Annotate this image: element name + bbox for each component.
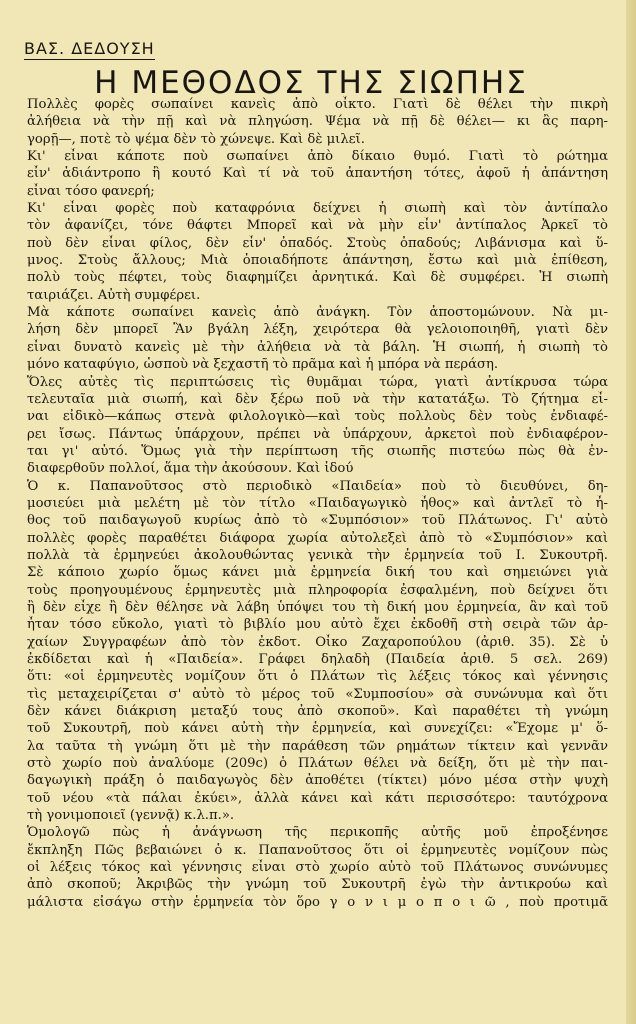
text-line: λα ταῦτα τὴ γνώμη ὅτι μὲ τὴν παράθεση τῶν ρημάτων τίκτειν καὶ γεννᾶν [27,738,608,754]
text-line: τὸν ἀφανίζει, τόνε θάφτει Μπορεῖ καὶ νὰ μὴν εἶν' ἀντίπαλος Ἀρκεῖ τὸ [27,218,608,234]
text-line: ναι εἰδικὸ—κάπως στενὰ φιλολογικὸ—καὶ τοὺς πολλοὺς δὲν τοὺς ἐνδιαφέ- [27,409,608,425]
text-line: ὅτι: «οἱ ἑρμηνευτὲς νομίζουν ὅτι ὁ Πλάτων τὶς λέξεις τόκος καὶ γέννησις [27,669,608,685]
text-line: πολλὲς φορὲς παραθέτει διάφορα χωρία αὐτολεξεὶ ἀπὸ τὸ «Συμπόσιον» καὶ [27,530,608,546]
text-line: δὲν κάνει διάκριση μεταξύ τους ἀπὸ σκοποῦ». Καὶ παραθέτει τὴ γνώμη [27,704,608,720]
text-line: δαγωγικὴ πράξη ὁ παιδαγωγὸς δὲν ἀποθέτει (τίκτει) μόνο μέσα στὴν ψυχὴ [27,773,608,789]
article-body [27,96,608,911]
text-line: ται γι' αὐτό. Ὅμως γιὰ τὴν περίπτωση τῆς σιωπῆς πιστεύω πὼς θὰ ἐν- [27,443,608,459]
text-line: τὴ γονιμοποιεῖ (γεννᾷ) κ.λ.π.». [27,808,235,824]
text-line: μάλιστα εἰσάγω στὴν ἑρμηνεία τὸν ὅρο γ ο ν ι μ ο π ο ι ῶ , ποὺ προτιμᾶ [27,894,608,910]
article-title: Η ΜΕΘΟΔΟΣ ΤΗΣ ΣΙΩΠΗΣ [94,65,528,101]
text-line: μόνο καταφύγιο, ὡσποὺ νὰ ξεχαστῆ τὸ πρᾶμα καὶ ἡ μπόρα νὰ περάση. [27,357,499,373]
text-line: ἦταν τόσο εὔκολο, γιατὶ τὸ βιβλίο μου αὐτὸ ἔχει ἐκδοθῆ στὴ σειρὰ τῶν ἀρ- [27,617,608,633]
text-line: Ὁμολογῶ πὼς ἡ ἀνάγνωση τῆς περικοπῆς αὐτῆς μοῦ ἐπροξένησε [27,825,608,841]
text-line: εἶναι δυνατὸ κανεὶς μὲ τὴν ἀλήθεια νὰ τὰ βάλη. Ἡ σιωπή, ἡ σιωπὴ τὸ [27,339,608,355]
text-line: τοῦ νέου «τὰ πάλαι ἐκύει», ἀλλὰ κάνει καὶ κάτι περισσότερο: ταυτόχρονα [27,790,608,806]
text-line: διαφερθοῦν πολλοί, ἅμα τὴν ἀκούσουν. Καὶ ἰδού [27,461,354,477]
text-line: τοὺς προηγουμένους ἑρμηνευτὲς μιὰ πληροφορία ἐσφαλμένη, ποὺ δείχνει ὅτι [27,582,608,598]
text-line: ρει ἴσως. Πάντως ὑπάρχουν, πρέπει νὰ ὑπάρχουν, ἀρκετοὶ ποὺ ἐνδιαφέρον- [27,426,608,442]
text-line: μοσιεύει μιὰ μελέτη μὲ τὸν τίτλο «Παιδαγωγικὸ ἦθος» καὶ ἀντλεῖ τὸ ἦ- [27,495,608,511]
author-name: ΒΑΣ. ΔΕΔΟΥΣΗ [24,39,155,58]
text-line: ἀλήθεια νὰ τὴν πῇ καὶ νὰ πληγώση. Ψέμα νὰ πῇ δὲ θέλει— κι ἂς παρη- [27,114,608,130]
text-line: χαίων Συγγραφέων ἀπὸ τὸν ἐκδοτ. Οἶκο Ζαχαροπούλου (ἀριθ. 35). Σὲ ὑ [27,634,608,650]
text-line: Κι' εἶναι κάποτε ποὺ σωπαίνει ἀπὸ δίκαιο θυμό. Γιατὶ τὸ ρώτημα [27,149,608,165]
text-line: γορῇ—, ποτὲ τὸ ψέμα δὲν τὸ χώνεψε. Καὶ δὲ μιλεῖ. [27,131,365,147]
text-line: Μὰ κάποτε σωπαίνει κανεὶς ἀπὸ ἀνάγκη. Τὸν ἀποστομώνουν. Νὰ μι- [27,305,608,321]
text-line: Κι' εἶναι φορὲς ποὺ καταφρόνια δείχνει ἡ σιωπὴ καὶ τὸν ἀντίπαλο [27,201,608,217]
page-edge [626,0,636,1024]
text-line: ἀπὸ σκοποῦ; Ἀκριβῶς τὴν γνώμη τοῦ Συκουτρῆ ἐγὼ τὴν ἀντικρούω καὶ [27,877,608,893]
text-line: ἔκπληξη Πῶς βεβαιώνει ὁ κ. Παπανοῦτσος ὅτι οἱ ἑρμηνευτὲς νομίζουν πὼς [27,842,608,858]
text-line: ποὺ δὲν εἶναι φίλος, δὲν εἶν' ὀπαδός. Στοὺς ὀπαδούς; Λιβάνισμα καὶ ὕ- [27,235,608,251]
text-line: τοῦ Συκουτρῆ, ποὺ κάνει αὐτὴ τὴν ἑρμηνεία, καὶ συνεχίζει: «Ἔχομε μ' ὅ- [27,721,608,737]
text-line: λήση δὲν μπορεῖ Ἂν βγάλη λέξη, χειρότερα θὰ γελοιοποιηθῆ, γιατὶ δὲν [27,322,608,338]
text-line: μνος. Στοὺς ἄλλους; Μιὰ ὁποιαδήποτε ἀπάντηση, ἔστω καὶ μιὰ ἐπίθεση, [27,253,608,269]
text-line: οἱ λέξεις τόκος καὶ γέννησις εἶναι στὸ χωρίο αὐτὸ τοῦ Πλάτωνος συνώνυμες [27,860,608,876]
text-line: τὶς μεταχειρίζεται σ' αὐτὸ τὸ μέρος τοῦ «Συμποσίου» σὰ συνώνυμα καὶ ὅτι [27,686,608,702]
text-line: Ὅλες αὐτὲς τὶς περιπτώσεις τὶς θυμᾶμαι τώρα, γιατὶ ἀντίκρυσα τώρα [27,374,608,390]
text-line: Πολλὲς φορὲς σωπαίνει κανεὶς ἀπὸ οἶκτο. Γιατὶ δὲ θέλει τὴν πικρὴ [27,97,608,112]
text-line: πολὺ τοὺς πέφτει, τοὺς διαφημίζει ἀρνητικά. Καὶ δὲ συμφέρει. Ἡ σιωπὴ [27,270,608,286]
text-line: στὸ χωρίο ποὺ ἀναλύομε (209c) ὁ Πλάτων θέλει νὰ δείξη, ὅτι μὲ τὴν παι- [27,756,608,772]
text-line: ἐκδίδεται καὶ ἡ «Παιδεία». Γράφει δηλαδὴ (Παιδεία ἀριθ. 5 σελ. 269) [27,652,608,667]
text-line: Σὲ κάποιο χωρίο ὅμως κάνει μιὰ ἑρμηνεία δική του καὶ σημειώνει γιὰ [27,565,608,581]
text-line: εἶν' ἀδιάντροπο ἢ κουτό Καὶ τί νὰ τοῦ ἀπαντήση τότες, ἀφοῦ ἡ ἀπάντηση [27,166,608,182]
text-line: ἢ δὲν εἶχε ἢ δὲν θέλησε νὰ λάβη ὑπόψει του τὴ δική μου ἑρμηνεία, ἂν καὶ τοῦ [27,599,608,615]
text-line: θος τοῦ παιδαγωγοῦ κυρίως ἀπὸ τὸ «Συμπόσιον» τοῦ Πλάτωνος. Γι' αὐτὸ [27,513,608,529]
text-line: εἶναι τόσο φανερή; [27,183,155,199]
text-line: ταιριάζει. Αὐτὴ συμφέρει. [27,287,201,303]
text-line: πολλὰ τὰ ἑρμηνεύει ἀκολουθώντας γενικὰ τὴν ἑρμηνεία τοῦ Ι. Συκουτρῆ. [27,547,608,563]
text-line: τελευταῖα μιὰ σιωπή, καὶ δὲν ξέρω ποῦ νὰ τὴν κατατάξω. Τὸ ζήτημα εἶ- [27,391,608,407]
text-line: Ὁ κ. Παπανοῦτσος στὸ περιοδικὸ «Παιδεία» ποὺ τὸ διευθύνει, δη- [27,478,608,494]
